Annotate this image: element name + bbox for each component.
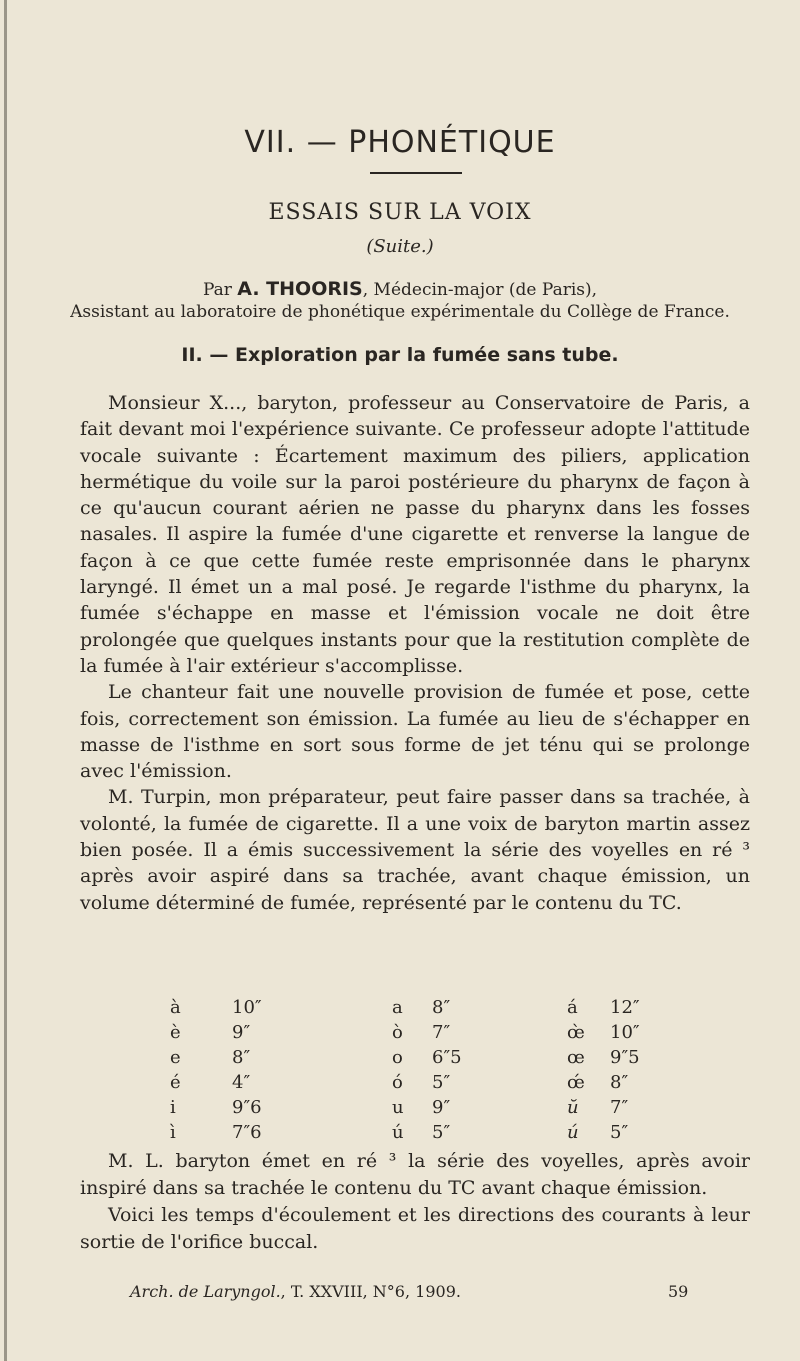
suite-label: (Suite.): [366, 236, 434, 257]
vowel-cell: ŭ: [567, 1097, 579, 1118]
author-name: A. THOORIS: [237, 278, 363, 300]
vowel-cell: à: [170, 997, 181, 1018]
paragraph: Voici les temps d'écoulement et les directions des courants à leur sortie de l'orifice buccal.: [80, 1204, 750, 1253]
affiliation: Assistant au laboratoire de phonétique expérimentale du Collège de France.: [70, 302, 730, 322]
time-cell: 7″: [432, 1022, 451, 1043]
time-cell: 4″: [232, 1072, 251, 1093]
vowel-cell: ì: [170, 1122, 176, 1143]
time-cell: 7″6: [232, 1122, 262, 1143]
citation-details: , T. XXVIII, N°6, 1909.: [280, 1282, 461, 1301]
vowel-cell: œ̀: [567, 1022, 585, 1043]
time-cell: 6″5: [432, 1047, 462, 1068]
vowel-cell: o: [392, 1047, 403, 1068]
time-cell: 8″: [232, 1047, 251, 1068]
title-rule: [370, 172, 462, 174]
byline-suffix: , Médecin-major (de Paris),: [362, 280, 598, 300]
table-row: [0, 1070, 800, 1095]
vowel-timing-table: [0, 995, 800, 1145]
table-row: [0, 995, 800, 1020]
vowel-cell: è: [170, 1022, 181, 1043]
vowel-cell: ú: [567, 1122, 579, 1143]
vowel-cell: e: [170, 1047, 181, 1068]
paragraph: Monsieur X..., baryton, professeur au Conservatoire de Paris, a fait devant moi l'expérience suivante. Ce professeur adopte l'attitude vocale suivante : Écartement maximum des piliers, application hermétique du voile sur la paroi postérieure du pharynx de façon à ce qu'aucun courant aérien ne passe du pharynx dans les fosses nasales. Il aspire la fumée d'une cigarette et renverse la langue de façon à ce que cette fumée reste emprisonnée dans le pharynx laryngé. Il émet un a mal posé. Je regarde l'isthme du pharynx, la fumée s'échappe en masse et l'émission vocale ne doit être prolongée que quelques instants pour que la restitution complète de la fumée à l'air extérieur s'accomplisse.: [80, 392, 750, 677]
vowel-cell: œ́: [567, 1072, 585, 1093]
byline-prefix: Par: [202, 280, 238, 300]
table-row: [0, 1120, 800, 1145]
time-cell: 7″: [610, 1097, 629, 1118]
time-cell: 5″: [432, 1122, 451, 1143]
time-cell: 8″: [432, 997, 451, 1018]
table-row: [0, 1095, 800, 1120]
time-cell: 9″: [232, 1022, 251, 1043]
vowel-cell: é: [170, 1072, 181, 1093]
vowel-cell: á: [567, 997, 578, 1018]
time-cell: 5″: [610, 1122, 629, 1143]
journal-name: Arch. de Laryngol.: [130, 1282, 281, 1301]
time-cell: 9″6: [232, 1097, 262, 1118]
vowel-cell: œ: [567, 1047, 585, 1068]
time-cell: 10″: [610, 1022, 640, 1043]
article-title: ESSAIS SUR LA VOIX: [268, 200, 532, 225]
paragraph: M. L. baryton émet en ré ³ la série des voyelles, après avoir inspiré dans sa trachée le contenu du TC avant chaque émission.: [80, 1150, 750, 1199]
vowel-cell: u: [392, 1097, 404, 1118]
paragraph: M. Turpin, mon préparateur, peut faire passer dans sa trachée, à volonté, la fumée de cigarette. Il a une voix de baryton martin assez bien posée. Il a émis successivement la série des voyelles en ré ³ après avoir aspiré dans sa trachée, avant chaque émission, un volume déterminé de fumée, représenté par le contenu du TC.: [80, 786, 750, 914]
time-cell: 5″: [432, 1072, 451, 1093]
time-cell: 10″: [232, 997, 262, 1018]
time-cell: 9″5: [610, 1047, 640, 1068]
page-number: 59: [668, 1282, 689, 1301]
time-cell: 8″: [610, 1072, 629, 1093]
vowel-cell: i: [170, 1097, 176, 1118]
time-cell: 9″: [432, 1097, 451, 1118]
time-cell: 12″: [610, 997, 640, 1018]
vowel-cell: ú: [392, 1122, 404, 1143]
vowel-cell: ò: [392, 1022, 403, 1043]
journal-citation: [130, 1282, 461, 1301]
byline: [0, 278, 800, 300]
body-text-continued: [80, 1148, 750, 1256]
table-row: [0, 1020, 800, 1045]
body-text: [80, 390, 750, 916]
section-title: VII. — PHONÉTIQUE: [244, 125, 556, 160]
paragraph: Le chanteur fait une nouvelle provision de fumée et pose, cette fois, correctement son émission. La fumée au lieu de s'échapper en masse de l'isthme en sort sous forme de jet ténu qui se prolonge avec l'émission.: [80, 681, 750, 783]
vowel-cell: a: [392, 997, 403, 1018]
subsection-title: II. — Exploration par la fumée sans tube.: [181, 344, 619, 366]
table-row: [0, 1045, 800, 1070]
vowel-cell: ó: [392, 1072, 403, 1093]
